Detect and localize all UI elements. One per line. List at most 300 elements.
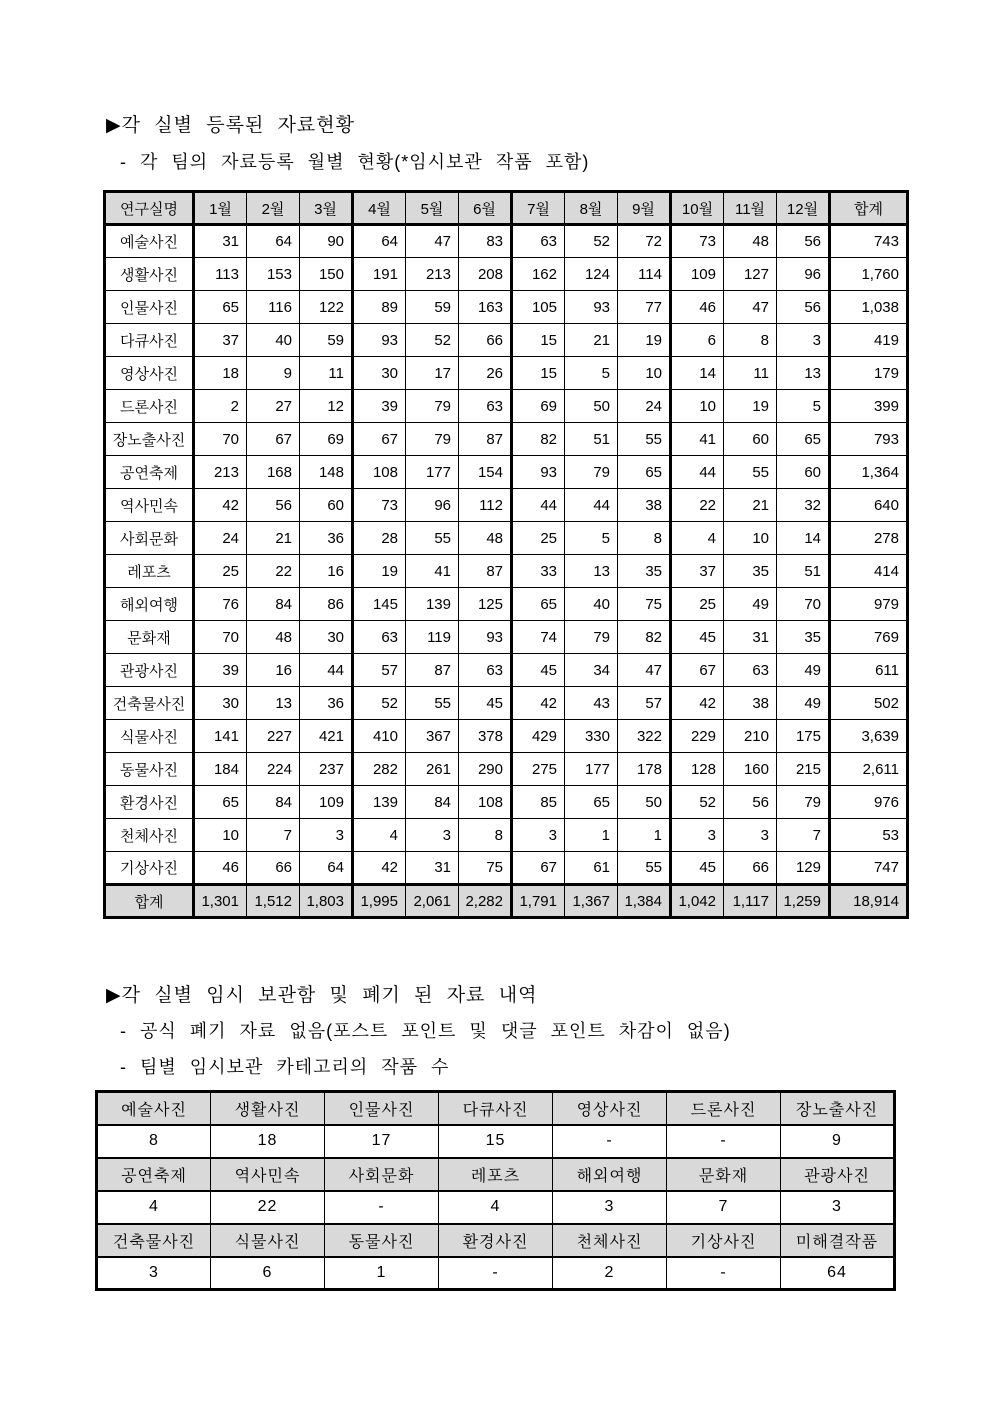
month-value-cell: 1 [565,819,618,852]
month-value-cell: 5월 [406,192,459,225]
monthly-data-row [105,390,908,423]
month-value-cell: 38 [618,489,671,522]
storage-category-cell: 사회문화 [325,1158,439,1191]
storage-count-cell: 2 [553,1257,667,1290]
month-value-cell: 60 [777,456,830,489]
row-total-cell: 640 [830,489,908,522]
month-value-cell: 48 [724,225,777,258]
row-label-cell: 사회문화 [105,522,194,555]
month-value-cell: 11 [724,357,777,390]
month-value-cell: 215 [777,753,830,786]
month-value-cell: 33 [512,555,565,588]
month-value-cell: 8월 [565,192,618,225]
month-value-cell: 39 [353,390,406,423]
storage-category-row [97,1158,895,1191]
month-value-cell: 19 [724,390,777,423]
month-value-cell: 74 [512,621,565,654]
section-registered-subtitle: - 각 팀의 자료등록 월별 현황(*임시보관 작품 포함) [120,152,590,172]
month-value-cell: 30 [300,621,353,654]
month-value-cell: 42 [512,687,565,720]
month-value-cell: 213 [194,456,247,489]
month-value-cell: 46 [671,291,724,324]
month-value-cell: 6월 [459,192,512,225]
row-total-cell: 976 [830,786,908,819]
monthly-total-row [105,885,908,918]
row-total-cell: 53 [830,819,908,852]
temp-storage-table [95,1090,896,1291]
month-value-cell: 25 [671,588,724,621]
storage-count-cell: 3 [97,1257,211,1290]
monthly-data-row [105,852,908,885]
storage-count-cell: 18 [211,1125,325,1158]
month-value-cell: 21 [565,324,618,357]
month-value-cell: 148 [300,456,353,489]
month-value-cell: 10 [618,357,671,390]
month-value-cell: 48 [247,621,300,654]
storage-count-cell: 64 [781,1257,895,1290]
month-value-cell: 19 [618,324,671,357]
month-value-cell: 18 [194,357,247,390]
storage-category-cell: 관광사진 [781,1158,895,1191]
storage-count-cell: 9 [781,1125,895,1158]
month-value-cell: 3 [724,819,777,852]
month-value-cell: 7월 [512,192,565,225]
month-value-cell: 139 [406,588,459,621]
storage-count-cell: 1 [325,1257,439,1290]
month-value-cell: 31 [406,852,459,885]
month-value-cell: 46 [194,852,247,885]
month-value-cell: 75 [618,588,671,621]
monthly-data-row [105,687,908,720]
month-value-cell: 79 [406,390,459,423]
month-value-cell: 59 [406,291,459,324]
storage-category-cell: 역사민속 [211,1158,325,1191]
row-total-cell: 18,914 [830,885,908,918]
month-value-cell: 153 [247,258,300,291]
month-value-cell: 168 [247,456,300,489]
month-value-cell: 322 [618,720,671,753]
month-value-cell: 52 [353,687,406,720]
month-value-cell: 1,384 [618,885,671,918]
month-value-cell: 56 [724,786,777,819]
month-value-cell: 56 [777,291,830,324]
month-value-cell: 1,791 [512,885,565,918]
month-value-cell: 13 [247,687,300,720]
month-value-cell: 290 [459,753,512,786]
month-value-cell: 63 [512,225,565,258]
month-value-cell: 139 [353,786,406,819]
month-value-cell: 184 [194,753,247,786]
storage-category-cell: 해외여행 [553,1158,667,1191]
storage-category-cell: 문화재 [667,1158,781,1191]
temp-storage-table-body [97,1092,895,1290]
section-registered-title: ▶각 실별 등록된 자료현황 [106,115,355,136]
month-value-cell: 177 [565,753,618,786]
month-value-cell: 55 [618,423,671,456]
month-value-cell: 63 [459,390,512,423]
month-value-cell: 378 [459,720,512,753]
row-label-cell: 관광사진 [105,654,194,687]
month-value-cell: 67 [247,423,300,456]
storage-count-row [97,1125,895,1158]
month-value-cell: 1,117 [724,885,777,918]
monthly-upload-table [103,190,909,919]
month-value-cell: 162 [512,258,565,291]
month-value-cell: 52 [406,324,459,357]
month-value-cell: 73 [671,225,724,258]
month-value-cell: 8 [724,324,777,357]
month-value-cell: 57 [353,654,406,687]
month-value-cell: 32 [777,489,830,522]
month-value-cell: 77 [618,291,671,324]
month-value-cell: 93 [565,291,618,324]
month-value-cell: 6 [671,324,724,357]
month-value-cell: 36 [300,522,353,555]
month-value-cell: 21 [724,489,777,522]
month-value-cell: 30 [353,357,406,390]
month-value-cell: 105 [512,291,565,324]
month-value-cell: 87 [459,555,512,588]
monthly-data-row [105,522,908,555]
month-value-cell: 64 [247,225,300,258]
storage-category-cell: 생활사진 [211,1092,325,1125]
month-value-cell: 2월 [247,192,300,225]
row-label-cell: 환경사진 [105,786,194,819]
month-value-cell: 50 [618,786,671,819]
month-value-cell: 31 [194,225,247,258]
row-total-cell: 2,611 [830,753,908,786]
month-value-cell: 65 [194,291,247,324]
month-value-cell: 15 [512,357,565,390]
monthly-data-row [105,555,908,588]
month-value-cell: 37 [194,324,247,357]
month-value-cell: 72 [618,225,671,258]
month-value-cell: 108 [459,786,512,819]
storage-category-cell: 다큐사진 [439,1092,553,1125]
month-value-cell: 160 [724,753,777,786]
month-value-cell: 10 [194,819,247,852]
storage-category-row [97,1092,895,1125]
month-value-cell: 65 [512,588,565,621]
storage-count-cell: 6 [211,1257,325,1290]
month-value-cell: 4 [671,522,724,555]
month-value-cell: 124 [565,258,618,291]
month-value-cell: 108 [353,456,406,489]
row-label-cell: 건축물사진 [105,687,194,720]
month-value-cell: 282 [353,753,406,786]
monthly-data-row [105,225,908,258]
row-label-cell: 영상사진 [105,357,194,390]
storage-count-cell: - [667,1257,781,1290]
month-value-cell: 44 [671,456,724,489]
month-value-cell: 79 [406,423,459,456]
row-label-cell: 천체사진 [105,819,194,852]
month-value-cell: 127 [724,258,777,291]
row-total-cell: 611 [830,654,908,687]
month-value-cell: 50 [565,390,618,423]
row-total-cell: 414 [830,555,908,588]
month-value-cell: 24 [618,390,671,423]
row-label-cell: 역사민속 [105,489,194,522]
storage-category-cell: 레포츠 [439,1158,553,1191]
month-value-cell: 12 [300,390,353,423]
month-value-cell: 21 [247,522,300,555]
month-value-cell: 55 [618,852,671,885]
storage-category-cell: 건축물사진 [97,1224,211,1257]
storage-category-cell: 천체사진 [553,1224,667,1257]
month-value-cell: 65 [565,786,618,819]
month-value-cell: 69 [512,390,565,423]
month-value-cell: 25 [194,555,247,588]
row-label-cell: 문화재 [105,621,194,654]
month-value-cell: 82 [618,621,671,654]
month-value-cell: 2 [194,390,247,423]
monthly-data-row [105,819,908,852]
month-value-cell: 4 [353,819,406,852]
storage-count-cell: 7 [667,1191,781,1224]
month-value-cell: 128 [671,753,724,786]
row-total-cell: 747 [830,852,908,885]
month-value-cell: 10 [671,390,724,423]
month-value-cell: 429 [512,720,565,753]
month-value-cell: 10월 [671,192,724,225]
month-value-cell: 30 [194,687,247,720]
month-value-cell: 5 [565,357,618,390]
month-value-cell: 64 [300,852,353,885]
storage-count-cell: 4 [439,1191,553,1224]
month-value-cell: 35 [724,555,777,588]
monthly-header-row [105,192,908,225]
month-value-cell: 145 [353,588,406,621]
monthly-data-row [105,489,908,522]
month-value-cell: 60 [300,489,353,522]
row-total-cell: 3,639 [830,720,908,753]
month-value-cell: 51 [565,423,618,456]
month-value-cell: 65 [777,423,830,456]
storage-category-cell: 기상사진 [667,1224,781,1257]
month-value-cell: 210 [724,720,777,753]
storage-category-cell: 영상사진 [553,1092,667,1125]
row-label-cell: 식물사진 [105,720,194,753]
month-value-cell: 1,301 [194,885,247,918]
monthly-data-row [105,423,908,456]
month-value-cell: 37 [671,555,724,588]
month-value-cell: 12월 [777,192,830,225]
month-value-cell: 66 [247,852,300,885]
month-value-cell: 1,803 [300,885,353,918]
month-value-cell: 109 [671,258,724,291]
month-value-cell: 73 [353,489,406,522]
row-total-cell: 502 [830,687,908,720]
month-value-cell: 63 [353,621,406,654]
storage-count-cell: - [325,1191,439,1224]
month-value-cell: 43 [565,687,618,720]
month-value-cell: 2,282 [459,885,512,918]
storage-category-cell: 드론사진 [667,1092,781,1125]
month-value-cell: 177 [406,456,459,489]
month-value-cell: 79 [565,621,618,654]
month-value-cell: 44 [512,489,565,522]
monthly-data-row [105,654,908,687]
month-value-cell: 42 [194,489,247,522]
month-value-cell: 49 [724,588,777,621]
month-value-cell: 70 [194,621,247,654]
month-value-cell: 76 [194,588,247,621]
month-value-cell: 141 [194,720,247,753]
month-value-cell: 79 [777,786,830,819]
row-total-cell: 179 [830,357,908,390]
month-value-cell: 86 [300,588,353,621]
monthly-data-row [105,291,908,324]
monthly-data-row [105,456,908,489]
row-total-cell: 419 [830,324,908,357]
month-value-cell: 25 [512,522,565,555]
storage-category-cell: 공연축제 [97,1158,211,1191]
storage-category-cell: 환경사진 [439,1224,553,1257]
month-value-cell: 14 [671,357,724,390]
month-value-cell: 89 [353,291,406,324]
row-label-cell: 기상사진 [105,852,194,885]
month-value-cell: 55 [406,522,459,555]
month-value-cell: 11 [300,357,353,390]
row-label-cell: 생활사진 [105,258,194,291]
row-total-cell: 1,364 [830,456,908,489]
month-value-cell: 237 [300,753,353,786]
month-value-cell: 45 [671,852,724,885]
month-value-cell: 14 [777,522,830,555]
section-storage-bullet-counts: - 팀별 임시보관 카테고리의 작품 수 [120,1057,450,1077]
storage-count-cell: 17 [325,1125,439,1158]
month-value-cell: 41 [406,555,459,588]
month-value-cell: 48 [459,522,512,555]
month-value-cell: 261 [406,753,459,786]
monthly-data-row [105,258,908,291]
month-value-cell: 69 [300,423,353,456]
month-value-cell: 22 [247,555,300,588]
month-value-cell: 84 [247,786,300,819]
month-value-cell: 45 [671,621,724,654]
month-value-cell: 42 [353,852,406,885]
month-value-cell: 65 [194,786,247,819]
month-value-cell: 44 [565,489,618,522]
month-value-cell: 330 [565,720,618,753]
month-value-cell: 10 [724,522,777,555]
month-value-cell: 1월 [194,192,247,225]
month-value-cell: 150 [300,258,353,291]
month-value-cell: 70 [194,423,247,456]
month-value-cell: 67 [353,423,406,456]
month-value-cell: 61 [565,852,618,885]
row-label-cell: 합계 [105,885,194,918]
storage-category-cell: 동물사진 [325,1224,439,1257]
month-value-cell: 82 [512,423,565,456]
month-value-cell: 275 [512,753,565,786]
month-value-cell: 154 [459,456,512,489]
month-value-cell: 66 [459,324,512,357]
monthly-data-row [105,621,908,654]
month-value-cell: 49 [777,654,830,687]
month-value-cell: 22 [671,489,724,522]
month-value-cell: 163 [459,291,512,324]
month-value-cell: 367 [406,720,459,753]
month-value-cell: 19 [353,555,406,588]
storage-count-cell: - [667,1125,781,1158]
month-value-cell: 96 [777,258,830,291]
month-value-cell: 65 [618,456,671,489]
storage-count-cell: 4 [97,1191,211,1224]
month-value-cell: 51 [777,555,830,588]
month-value-cell: 83 [459,225,512,258]
month-value-cell: 63 [459,654,512,687]
month-value-cell: 13 [565,555,618,588]
month-value-cell: 3 [406,819,459,852]
month-value-cell: 39 [194,654,247,687]
month-value-cell: 16 [247,654,300,687]
month-value-cell: 1,995 [353,885,406,918]
month-value-cell: 3월 [300,192,353,225]
storage-count-cell: 3 [553,1191,667,1224]
month-value-cell: 90 [300,225,353,258]
month-value-cell: 15 [512,324,565,357]
row-total-cell: 793 [830,423,908,456]
storage-count-cell: 22 [211,1191,325,1224]
month-value-cell: 42 [671,687,724,720]
month-value-cell: 49 [777,687,830,720]
month-value-cell: 7 [777,819,830,852]
month-value-cell: 410 [353,720,406,753]
month-value-cell: 224 [247,753,300,786]
row-total-cell: 합계 [830,192,908,225]
storage-category-cell: 장노출사진 [781,1092,895,1125]
row-total-cell: 743 [830,225,908,258]
month-value-cell: 40 [247,324,300,357]
month-value-cell: 109 [300,786,353,819]
storage-count-cell: 3 [781,1191,895,1224]
month-value-cell: 35 [618,555,671,588]
row-label-cell: 연구실명 [105,192,194,225]
storage-category-cell: 미해결작품 [781,1224,895,1257]
month-value-cell: 191 [353,258,406,291]
month-value-cell: 36 [300,687,353,720]
row-total-cell: 1,038 [830,291,908,324]
month-value-cell: 96 [406,489,459,522]
month-value-cell: 38 [724,687,777,720]
month-value-cell: 213 [406,258,459,291]
month-value-cell: 59 [300,324,353,357]
month-value-cell: 41 [671,423,724,456]
monthly-data-row [105,720,908,753]
month-value-cell: 114 [618,258,671,291]
month-value-cell: 64 [353,225,406,258]
month-value-cell: 2,061 [406,885,459,918]
month-value-cell: 3 [777,324,830,357]
month-value-cell: 178 [618,753,671,786]
month-value-cell: 122 [300,291,353,324]
row-label-cell: 드론사진 [105,390,194,423]
month-value-cell: 16 [300,555,353,588]
month-value-cell: 35 [777,621,830,654]
row-label-cell: 다큐사진 [105,324,194,357]
row-total-cell: 979 [830,588,908,621]
storage-category-cell: 예술사진 [97,1092,211,1125]
row-label-cell: 해외여행 [105,588,194,621]
month-value-cell: 56 [247,489,300,522]
storage-count-row [97,1257,895,1290]
month-value-cell: 421 [300,720,353,753]
month-value-cell: 11월 [724,192,777,225]
month-value-cell: 7 [247,819,300,852]
storage-category-cell: 식물사진 [211,1224,325,1257]
